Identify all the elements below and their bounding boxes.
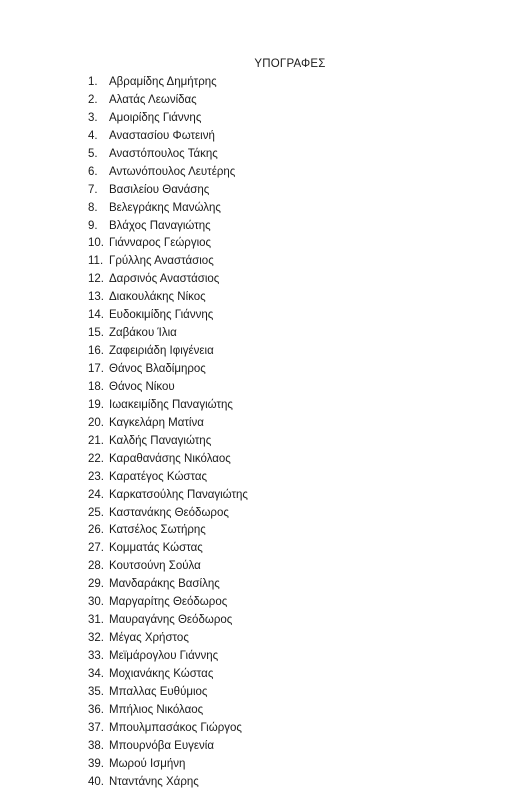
list-item xyxy=(88,702,248,720)
list-item xyxy=(88,397,248,415)
list-item-number: 20. xyxy=(88,416,104,429)
list-item-number: 4. xyxy=(88,129,98,142)
list-item-number: 21. xyxy=(88,434,104,447)
list-item-number: 9. xyxy=(88,219,98,232)
list-item xyxy=(88,379,248,397)
list-item xyxy=(88,612,248,630)
list-item xyxy=(88,522,248,540)
list-item-name: Γρύλλης Αναστάσιος xyxy=(109,255,214,268)
list-item xyxy=(88,738,248,756)
list-item-number: 5. xyxy=(88,147,98,160)
list-item-name: Θάνος Νίκου xyxy=(109,380,175,393)
list-item xyxy=(88,648,248,666)
list-item-name: Μεϊμάρογλου Γιάννης xyxy=(109,650,219,662)
list-item-name: Μοχιανάκης Κώστας xyxy=(109,667,214,680)
list-item-name: Ζαβάκου Ίλια xyxy=(109,327,177,340)
list-item xyxy=(88,540,248,558)
list-item-number: 7. xyxy=(88,183,98,196)
list-item-number: 17. xyxy=(88,363,104,375)
list-item xyxy=(88,487,248,505)
list-item-name: Αβραμίδης Δημήτρης xyxy=(109,76,217,88)
list-item-number: 22. xyxy=(88,452,104,465)
list-item xyxy=(88,146,248,164)
list-item-name: Βλάχος Παναγιώτης xyxy=(109,219,211,232)
list-item xyxy=(88,253,248,271)
list-item-number: 15. xyxy=(88,327,104,340)
list-item xyxy=(88,307,248,325)
list-item xyxy=(88,720,248,738)
list-item-number: 36. xyxy=(88,703,104,716)
list-item-number: 38. xyxy=(88,739,104,752)
list-item xyxy=(88,433,248,451)
list-item-number: 19. xyxy=(88,398,104,411)
document-title: ΥΠΟΓΡΑΦΕΣ xyxy=(254,58,326,70)
list-item-name: Μπήλιος Νικόλαος xyxy=(109,703,204,716)
list-item xyxy=(88,128,248,146)
list-item-name: Γιάνναρος Γεώργιος xyxy=(109,237,212,250)
list-item-number: 31. xyxy=(88,614,104,627)
list-item-name: Μαργαρίτης Θεόδωρος xyxy=(109,596,228,609)
list-item xyxy=(88,630,248,648)
list-item-name: Αμοιρίδης Γιάννης xyxy=(109,111,202,124)
list-item xyxy=(88,325,248,343)
list-item-number: 34. xyxy=(88,667,104,680)
list-item-name: Μπουλμπασάκος Γιώργος xyxy=(109,721,242,734)
list-item-number: 10. xyxy=(88,237,104,250)
list-item xyxy=(88,218,248,236)
list-item xyxy=(88,361,248,379)
list-item-number: 8. xyxy=(88,201,98,214)
signature-list xyxy=(88,74,248,792)
list-item-name: Μέγας Χρήστος xyxy=(109,632,189,645)
list-item-number: 23. xyxy=(88,470,104,483)
list-item xyxy=(88,200,248,218)
list-item-name: Καραθανάσης Νικόλαος xyxy=(109,452,231,465)
list-item xyxy=(88,110,248,128)
list-item xyxy=(88,92,248,110)
list-item-name: Δαρσινός Αναστάσιος xyxy=(109,273,220,286)
list-item-name: Κατσέλος Σωτήρης xyxy=(109,524,206,537)
list-item xyxy=(88,289,248,307)
list-item-number: 14. xyxy=(88,309,104,322)
list-item-name: Κομματάς Κώστας xyxy=(109,542,203,555)
list-item-name: Καρκατσούλης Παναγιώτης xyxy=(109,488,248,501)
list-item-name: Ιωακειμίδης Παναγιώτης xyxy=(109,398,233,411)
list-item xyxy=(88,343,248,361)
list-item-number: 27. xyxy=(88,542,104,555)
list-item-name: Βελεγράκης Μανώλης xyxy=(109,201,221,214)
list-item xyxy=(88,164,248,182)
list-item-number: 26. xyxy=(88,524,104,537)
list-item-number: 37. xyxy=(88,721,104,734)
list-item-number: 11. xyxy=(88,255,104,268)
list-item-number: 30. xyxy=(88,596,104,609)
list-item-number: 39. xyxy=(88,757,104,770)
list-item-number: 13. xyxy=(88,291,104,304)
list-item-number: 32. xyxy=(88,632,104,645)
list-item-name: Κουτσούνη Σούλα xyxy=(109,560,201,573)
list-item-name: Καρατέγος Κώστας xyxy=(109,470,208,483)
list-item-name: Μωρού Ισμήνη xyxy=(109,757,186,770)
list-item-name: Νταντάνης Χάρης xyxy=(109,775,199,788)
list-item xyxy=(88,666,248,684)
list-item-name: Καστανάκης Θεόδωρος xyxy=(109,506,229,519)
list-item xyxy=(88,415,248,433)
list-item xyxy=(88,469,248,487)
list-item-number: 33. xyxy=(88,650,104,662)
list-item-name: Θάνος Βλαδίμηρος xyxy=(109,363,206,375)
list-item-name: Αναστασίου Φωτεινή xyxy=(109,129,215,142)
list-item xyxy=(88,74,248,92)
list-item-name: Μαυραγάνης Θεόδωρος xyxy=(109,614,233,627)
list-item-number: 24. xyxy=(88,488,104,501)
list-item-name: Αναστόπουλος Τάκης xyxy=(109,147,218,160)
list-item-number: 12. xyxy=(88,273,104,286)
list-item xyxy=(88,558,248,576)
list-item-number: 18. xyxy=(88,380,104,393)
list-item-name: Διακουλάκης Νίκος xyxy=(109,291,206,304)
list-item xyxy=(88,182,248,200)
list-item-name: Ευδοκιμίδης Γιάννης xyxy=(109,309,214,322)
list-item-number: 1. xyxy=(88,76,98,88)
list-item-name: Βασιλείου Θανάσης xyxy=(109,183,210,196)
list-item xyxy=(88,684,248,702)
list-item-name: Μπαλλας Ευθύμιος xyxy=(109,685,208,698)
list-item-name: Μανδαράκης Βασίλης xyxy=(109,578,220,591)
list-item-number: 3. xyxy=(88,111,98,124)
list-item-name: Μπουρνόβα Ευγενία xyxy=(109,739,214,752)
list-item-name: Αντωνόπουλος Λευτέρης xyxy=(109,165,236,178)
list-item-name: Καλδής Παναγιώτης xyxy=(109,434,212,447)
list-item-number: 25. xyxy=(88,506,104,519)
list-item-number: 6. xyxy=(88,165,98,178)
list-item xyxy=(88,451,248,469)
list-item xyxy=(88,594,248,612)
list-item-number: 40. xyxy=(88,775,104,788)
list-item xyxy=(88,576,248,594)
list-item xyxy=(88,756,248,774)
list-item xyxy=(88,774,248,792)
list-item-name: Ζαφειριάδη Ιφιγένεια xyxy=(109,345,214,358)
list-item-name: Αλατάς Λεωνίδας xyxy=(109,93,197,106)
list-item-number: 35. xyxy=(88,685,104,698)
list-item xyxy=(88,235,248,253)
list-item xyxy=(88,271,248,289)
list-item xyxy=(88,505,248,523)
list-item-number: 16. xyxy=(88,345,104,358)
list-item-number: 29. xyxy=(88,578,104,591)
list-item-number: 28. xyxy=(88,560,104,573)
list-item-number: 2. xyxy=(88,93,98,106)
list-item-name: Καγκελάρη Ματίνα xyxy=(109,416,204,429)
